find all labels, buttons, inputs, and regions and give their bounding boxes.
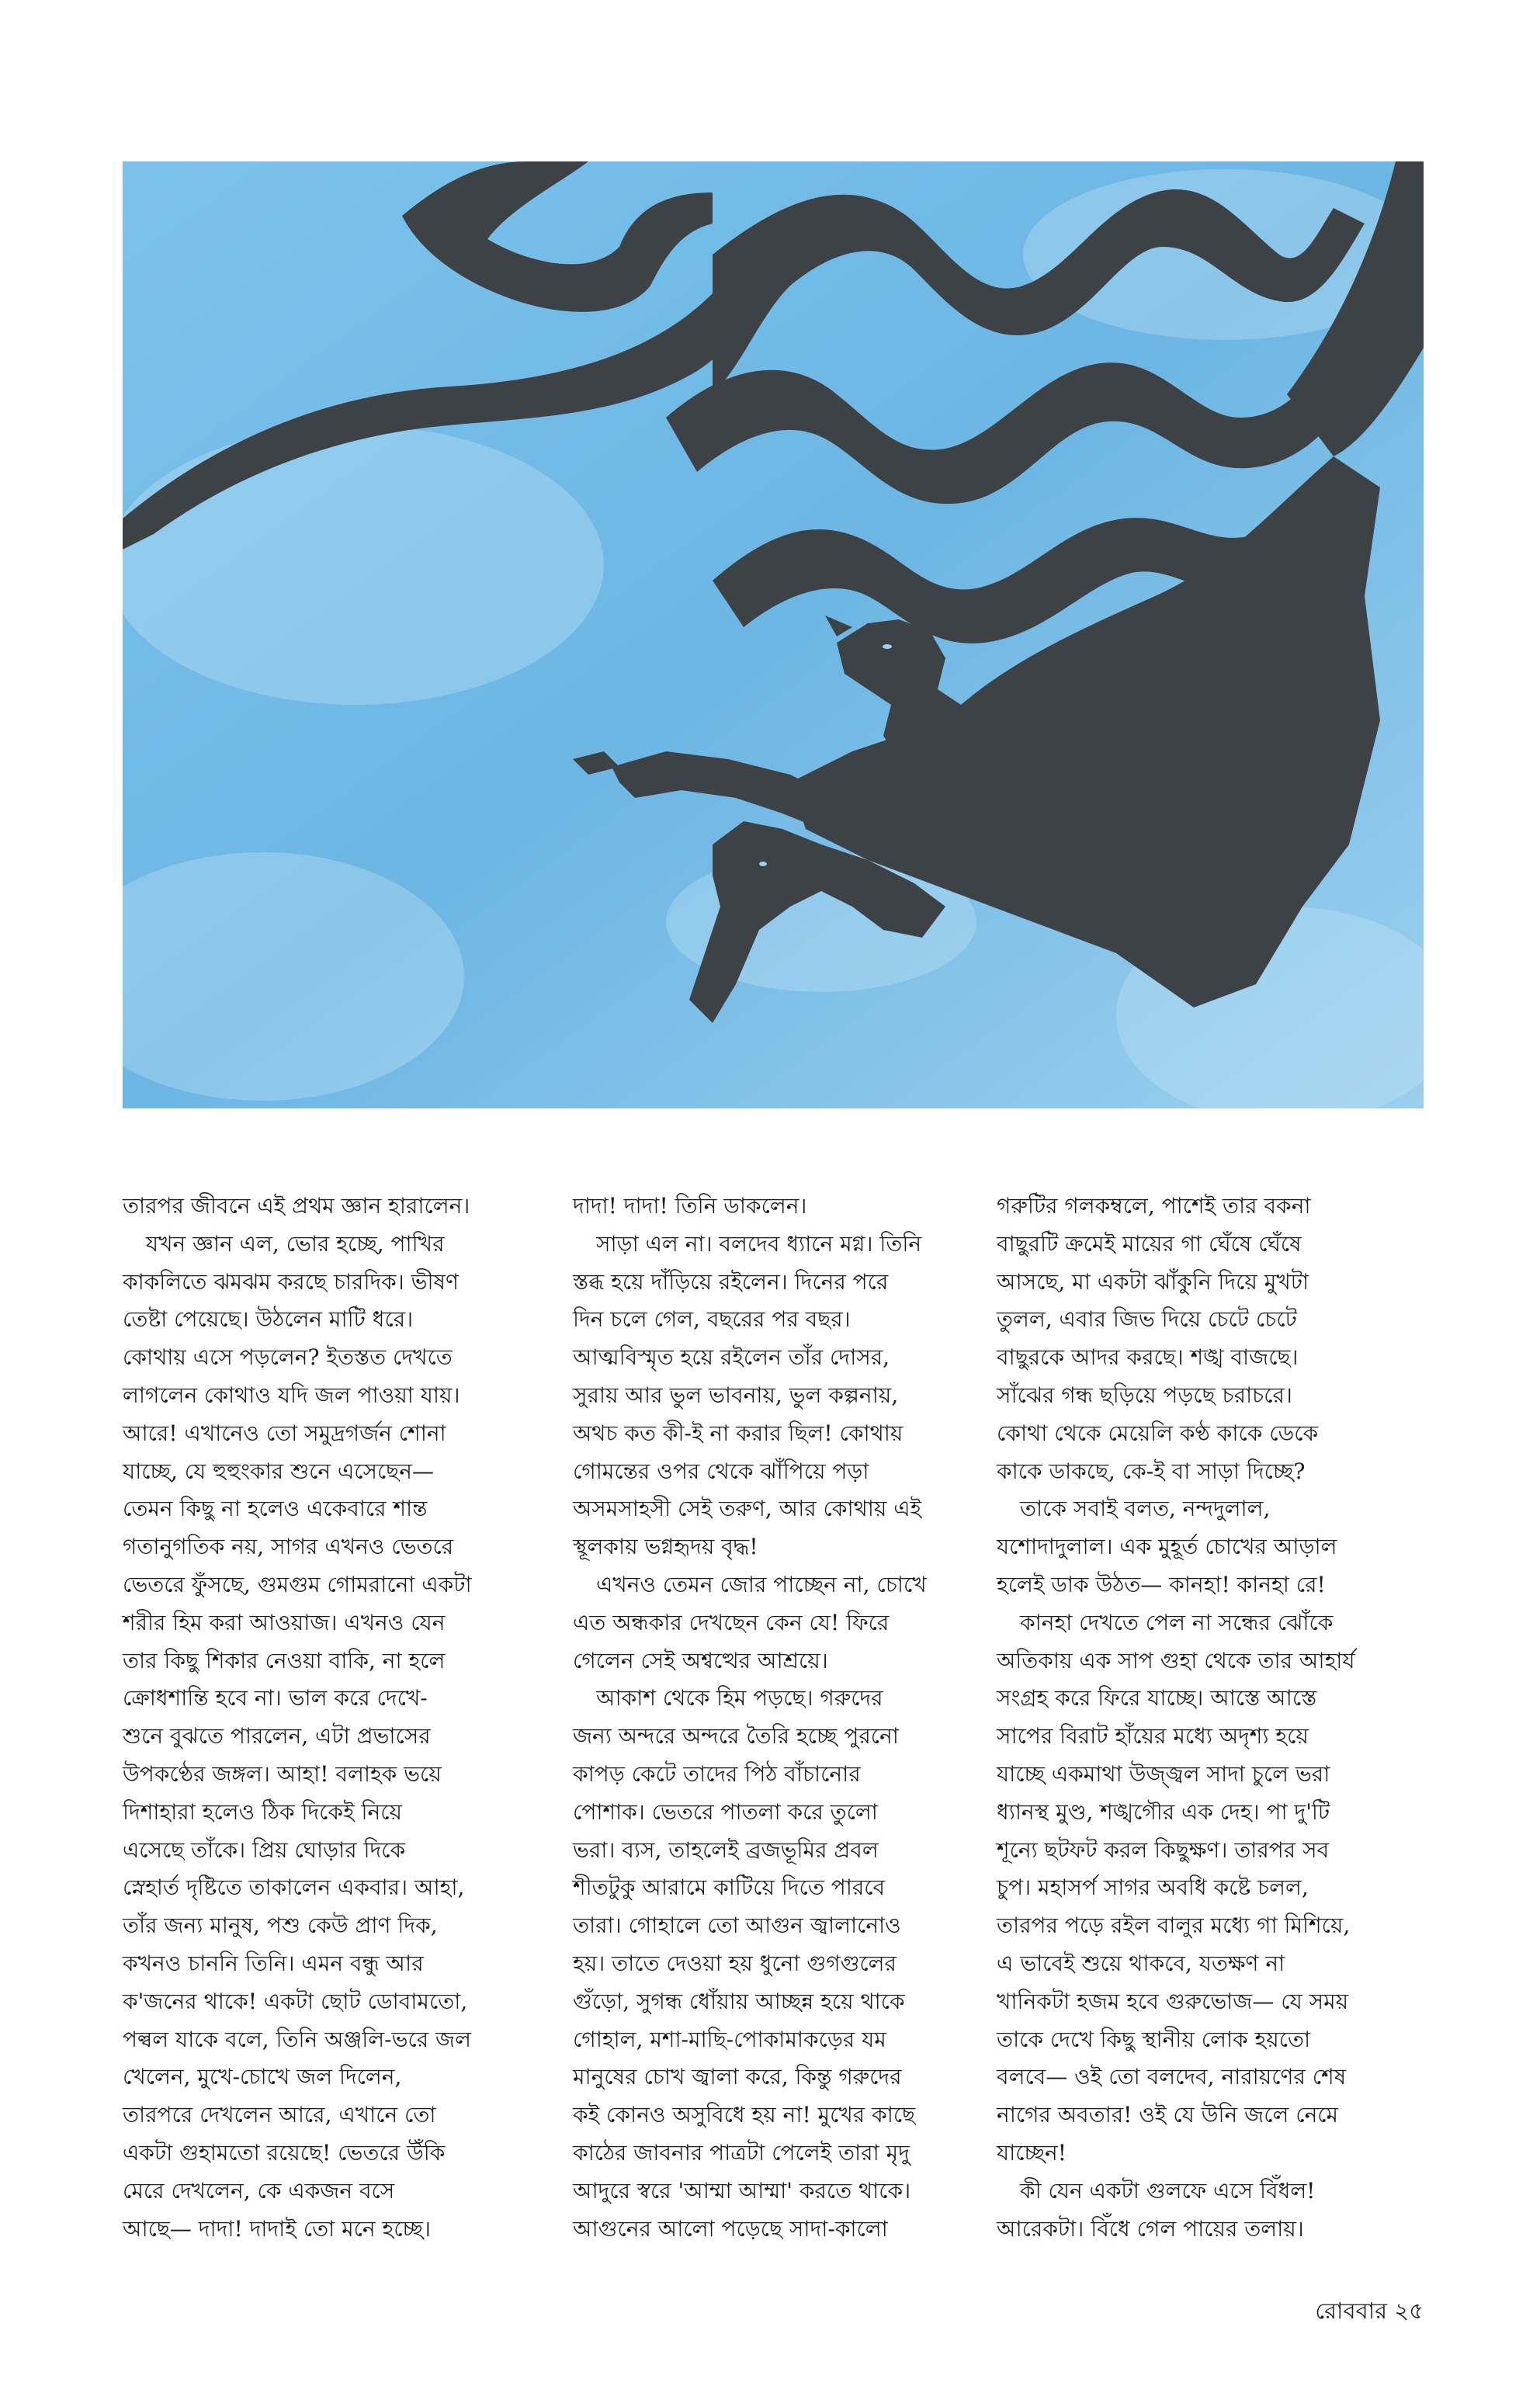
text-line: ভেতরে ফুঁসছে, গুমগুম গোমরানো একটা <box>123 1571 472 1597</box>
text-line: ধ্যানস্থ মুণ্ড, শঙ্খগৌর এক দেহ। পা দু'টি <box>997 1798 1330 1825</box>
story-illustration <box>123 161 1424 1108</box>
text-line: নাগের অবতার! ওই যে উনি জলে নেমে <box>997 2102 1339 2128</box>
text-line: আদুরে স্বরে 'আম্মা আম্মা' করতে থাকে। <box>573 2177 911 2204</box>
text-line: একটা গুহামতো রয়েছে! ভেতরে উঁকি <box>123 2139 446 2166</box>
text-line: পোশাক। ভেতরে পাতলা করে তুলো <box>573 1798 878 1825</box>
text-line: গরুটির গলকম্বলে, পাশেই তার বকনা <box>997 1193 1311 1219</box>
text-line: সাড়া এল না। বলদেব ধ্যানে মগ্ন। তিনি <box>596 1230 922 1257</box>
text-line: আরেকটা। বিঁধে গেল পায়ের তলায়। <box>997 2215 1304 2242</box>
text-line: মেরে দেখলেন, কে একজন বসে <box>123 2177 395 2204</box>
text-line: চুপ। মহাসর্প সাগর অবধি কষ্টে চলল, <box>997 1875 1309 1901</box>
text-line: আকাশ থেকে হিম পড়ছে। গরুদের <box>596 1685 883 1712</box>
text-line: জন্য অন্দরে অন্দরে তৈরি হচ্ছে পুরনো <box>573 1723 899 1750</box>
text-line: তার কিছু শিকার নেওয়া বাকি, না হলে <box>123 1647 446 1673</box>
text-line: ক'জনের থাকে! একটা ছোট ডোবামতো, <box>123 1988 468 2014</box>
text-line: এসেছে তাঁকে। প্রিয় ঘোড়ার দিকে <box>123 1836 406 1863</box>
text-line: গোমন্তের ওপর থেকে ঝাঁপিয়ে পড়া <box>573 1458 869 1484</box>
text-line: আরে! এখানেও তো সমুদ্রগর্জন শোনা <box>123 1420 446 1446</box>
text-line: তারপরে দেখলেন আরে, এখানে তো <box>123 2102 436 2128</box>
text-line: তেষ্টা পেয়েছে। উঠলেন মাটি ধরে। <box>123 1306 414 1333</box>
text-line: আত্মবিস্মৃত হয়ে রইলেন তাঁর দোসর, <box>573 1344 890 1371</box>
text-line: আছে— দাদা! দাদাই তো মনে হচ্ছে। <box>123 2215 431 2242</box>
text-line: খেলেন, মুখে-চোখে জল দিলেন, <box>123 2064 402 2090</box>
text-line: স্তব্ধ হয়ে দাঁড়িয়ে রইলেন। দিনের পরে <box>573 1268 889 1295</box>
text-line: আসছে, মা একটা ঝাঁকুনি দিয়ে মুখটা <box>997 1268 1309 1295</box>
text-line: যখন জ্ঞান এল, ভোর হচ্ছে, পাখির <box>146 1230 445 1257</box>
text-line: বাছুরটি ক্রমেই মায়ের গা ঘেঁষে ঘেঁষে <box>997 1230 1302 1257</box>
text-line: এত অন্ধকার দেখছেন কেন যে! ফিরে <box>573 1609 890 1635</box>
text-line: যাচ্ছে, যে হুহুংকার শুনে এসেছেন— <box>123 1458 434 1484</box>
text-line: গোহাল, মশা-মাছি-পোকামাকড়ের যম <box>573 2026 886 2052</box>
text-line: অসমসাহসী সেই তরুণ, আর কোথায় এই <box>573 1496 922 1522</box>
text-line: পল্বল যাকে বলে, তিনি অঞ্জলি-ভরে জল <box>123 2026 471 2052</box>
text-line: যশোদাদুলাল। এক মুহূর্ত চোখের আড়াল <box>997 1534 1337 1560</box>
text-line: অতিকায় এক সাপ গুহা থেকে তার আহার্য <box>997 1647 1355 1673</box>
text-line: শূন্যে ছটফট করল কিছুক্ষণ। তারপর সব <box>997 1836 1330 1863</box>
text-column-1 <box>123 1188 520 2248</box>
text-line: লাগলেন কোথাও যদি জল পাওয়া যায়। <box>123 1382 460 1408</box>
text-line: এ ভাবেই শুয়ে থাকবে, যতক্ষণ না <box>997 1950 1285 1976</box>
text-line: মানুষের চোখ জ্বালা করে, কিন্তু গরুদের <box>573 2064 902 2090</box>
text-line: গুঁড়ো, সুগন্ধ ধোঁয়ায় আচ্ছন্ন হয়ে থাকে <box>573 1988 905 2014</box>
text-line: তাকে দেখে কিছু স্থানীয় লোক হয়তো <box>997 2026 1311 2052</box>
text-line: গেলেন সেই অশ্বত্থের আশ্রয়ে। <box>573 1647 828 1673</box>
text-line: তাঁর জন্য মানুষ, পশু কেউ প্রাণ দিক, <box>123 1913 438 1939</box>
text-line: কাকে ডাকছে, কে-ই বা সাড়া দিচ্ছে? <box>997 1458 1306 1484</box>
text-line: সুরায় আর ভুল ভাবনায়, ভুল কল্পনায়, <box>573 1382 899 1408</box>
text-line: শুনে বুঝতে পারলেন, এটা প্রভাসের <box>123 1723 431 1750</box>
text-line: সংগ্রহ করে ফিরে যাচ্ছে। আস্তে আস্তে <box>997 1685 1317 1712</box>
text-line: তারপর জীবনে এই প্রথম জ্ঞান হারালেন। <box>123 1193 470 1219</box>
text-line: আগুনের আলো পড়েছে সাদা-কালো <box>573 2215 888 2242</box>
text-line: শীতটুকু আরামে কাটিয়ে দিতে পারবে <box>573 1875 886 1901</box>
text-line: কোথায় এসে পড়লেন? ইতস্তত দেখতে <box>123 1344 453 1371</box>
text-line: হলেই ডাক উঠত— কানহা! কানহা রে! <box>997 1571 1326 1597</box>
text-line: কই কোনও অসুবিধে হয় না! মুখের কাছে <box>573 2102 916 2128</box>
text-line: স্থূলকায় ভগ্নহৃদয় বৃদ্ধ! <box>573 1534 758 1560</box>
text-line: কানহা দেখতে পেল না সন্ধের ঝোঁকে <box>1020 1609 1334 1635</box>
text-line: দিশাহারা হলেও ঠিক দিকেই নিয়ে <box>123 1798 402 1825</box>
text-line: খানিকটা হজম হবে গুরুভোজ— যে সময় <box>997 1988 1349 2014</box>
text-line: ভরা। ব্যস, তাহলেই ব্রজভূমির প্রবল <box>573 1836 879 1863</box>
text-line: উপকণ্ঠের জঙ্গল। আহা! বলাহক ভয়ে <box>123 1760 442 1787</box>
text-line: দিন চলে গেল, বছরের পর বছর। <box>573 1306 851 1333</box>
text-line: এখনও তেমন জোর পাচ্ছেন না, চোখে <box>596 1571 927 1597</box>
text-line: কী যেন একটা গুলফে এসে বিঁধল! <box>1020 2177 1316 2204</box>
text-line: হয়। তাতে দেওয়া হয় ধুনো গুগগুলের <box>573 1950 897 1976</box>
page-footer: রোববার ২৫ <box>1315 2298 1424 2324</box>
article-body <box>123 1188 1424 2242</box>
text-line: তুলল, এবার জিভ দিয়ে চেটে চেটে <box>997 1306 1297 1333</box>
text-line: কাকলিতে ঝমঝম করছে চারদিক। ভীষণ <box>123 1268 459 1295</box>
text-line: বাছুরকে আদর করছে। শঙ্খ বাজছে। <box>997 1344 1299 1371</box>
text-line: সাঁঝের গন্ধ ছড়িয়ে পড়ছে চরাচরে। <box>997 1382 1292 1408</box>
text-line: তারা। গোহালে তো আগুন জ্বালানোও <box>573 1913 901 1939</box>
text-line: তারপর পড়ে রইল বালুর মধ্যে গা মিশিয়ে, <box>997 1913 1351 1939</box>
text-line: বলবে— ওই তো বলদেব, নারায়ণের শেষ <box>997 2064 1347 2090</box>
text-line: কাঠের জাবনার পাত্রটা পেলেই তারা মৃদু <box>573 2139 910 2166</box>
text-line: তেমন কিছু না হলেও একেবারে শান্ত <box>123 1496 428 1522</box>
text-line: দাদা! দাদা! তিনি ডাকলেন। <box>573 1193 807 1219</box>
text-line: তাকে সবাই বলত, নন্দদুলাল, <box>1020 1496 1271 1522</box>
text-column-3 <box>997 1188 1424 2248</box>
text-line: সাপের বিরাট হাঁয়ের মধ্যে অদৃশ্য হয়ে <box>997 1723 1309 1750</box>
text-line: শরীর হিম করা আওয়াজ। এখনও যেন <box>123 1609 446 1635</box>
text-line: স্নেহার্ত দৃষ্টিতে তাকালেন একবার। আহা, <box>123 1875 465 1901</box>
text-line: কোথা থেকে মেয়েলি কণ্ঠ কাকে ডেকে <box>997 1420 1319 1446</box>
text-line: কাপড় কেটে তাদের পিঠ বাঁচানোর <box>573 1760 861 1787</box>
text-line: কখনও চাননি তিনি। এমন বন্ধু আর <box>123 1950 424 1976</box>
text-line: যাচ্ছে একমাথা উজ্জ্বল সাদা চুলে ভরা <box>997 1760 1330 1787</box>
text-line: ক্রোধশান্তি হবে না। ভাল করে দেখে- <box>123 1685 428 1712</box>
text-line: গতানুগতিক নয়, সাগর এখনও ভেতরে <box>123 1534 454 1560</box>
text-line: অথচ কত কী-ই না করার ছিল! কোথায় <box>573 1420 904 1446</box>
text-column-2 <box>573 1188 969 2248</box>
text-line: যাচ্ছেন! <box>997 2139 1067 2166</box>
